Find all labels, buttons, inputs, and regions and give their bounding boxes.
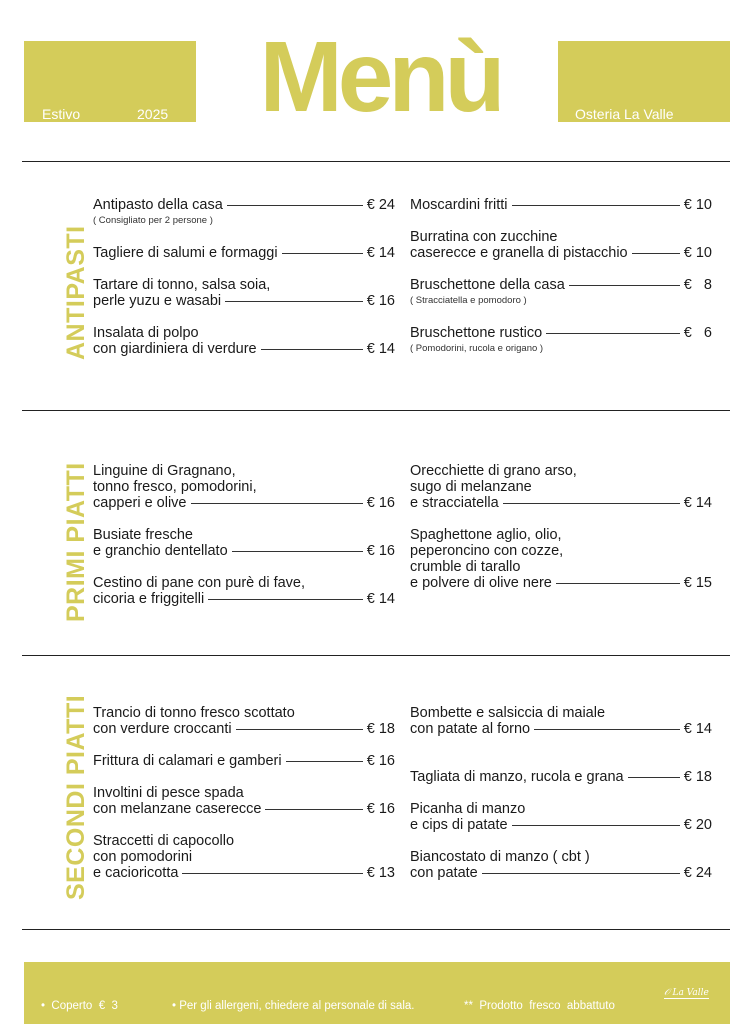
item-name: con pomodorini bbox=[93, 849, 193, 865]
price-leader-line bbox=[286, 761, 363, 762]
price-leader-line bbox=[191, 503, 363, 504]
header-season-block bbox=[24, 41, 196, 122]
item-name: crumble di tarallo bbox=[410, 559, 521, 575]
item-name: Bruschettone rustico bbox=[410, 325, 543, 341]
menu-item bbox=[93, 833, 395, 881]
menu-item bbox=[410, 705, 712, 737]
item-name: Tartare di tonno, salsa soia, bbox=[93, 277, 271, 293]
item-price: € 18 bbox=[366, 721, 395, 737]
item-price: € 16 bbox=[366, 753, 395, 769]
item-price: € 24 bbox=[366, 197, 395, 213]
price-leader-line bbox=[556, 583, 680, 584]
menu-column-left bbox=[93, 463, 395, 623]
item-price: € 16 bbox=[366, 495, 395, 511]
menu-item bbox=[93, 705, 395, 737]
item-name: e polvere di olive nere bbox=[410, 575, 552, 591]
item-name: Straccetti di capocollo bbox=[93, 833, 235, 849]
year-label: 2025 bbox=[137, 106, 169, 122]
price-leader-line bbox=[227, 205, 363, 206]
section-label: SECONDI PIATTI bbox=[62, 694, 90, 900]
item-name: con patate al forno bbox=[410, 721, 531, 737]
item-price: € 20 bbox=[683, 817, 712, 833]
item-note: ( Pomodorini, rucola e origano ) bbox=[410, 343, 544, 354]
menu-item bbox=[410, 849, 712, 881]
item-name: perle yuzu e wasabi bbox=[93, 293, 222, 309]
divider bbox=[22, 161, 730, 162]
header-restaurant-block bbox=[558, 41, 730, 122]
item-price: € 14 bbox=[366, 591, 395, 607]
item-name: Frittura di calamari e gamberi bbox=[93, 753, 282, 769]
menu-item bbox=[93, 527, 395, 559]
menu-item bbox=[410, 277, 712, 309]
menu-item bbox=[410, 801, 712, 833]
item-name: Antipasto della casa bbox=[93, 197, 223, 213]
allergen-note: • Per gli allergeni, chiedere al personale di sala. bbox=[172, 1000, 415, 1012]
signature-logo: 𝒪 La Valle bbox=[664, 988, 709, 998]
price-leader-line bbox=[512, 825, 680, 826]
item-name: Trancio di tonno fresco scottato bbox=[93, 705, 295, 721]
item-name: con melanzane caserecce bbox=[93, 801, 262, 817]
section-label: PRIMI PIATTI bbox=[62, 462, 90, 622]
item-price: € 10 bbox=[683, 197, 712, 213]
menu-column-left bbox=[93, 197, 395, 373]
item-price: € 24 bbox=[683, 865, 712, 881]
item-name: Biancostato di manzo ( cbt ) bbox=[410, 849, 590, 865]
menu-item bbox=[93, 245, 395, 261]
menu-item bbox=[93, 325, 395, 357]
item-price: € 14 bbox=[366, 341, 395, 357]
menu-item bbox=[93, 277, 395, 309]
item-name: Tagliata di manzo, rucola e grana bbox=[410, 769, 624, 785]
menu-item bbox=[410, 527, 712, 591]
restaurant-name: Osteria La Valle bbox=[575, 106, 674, 122]
item-price: € 14 bbox=[683, 495, 712, 511]
price-leader-line bbox=[182, 873, 362, 874]
item-name: Insalata di polpo bbox=[93, 325, 199, 341]
item-name: Moscardini fritti bbox=[410, 197, 508, 213]
menu-item bbox=[410, 229, 712, 261]
season-label: Estivo bbox=[42, 106, 81, 122]
item-name: Spaghettone aglio, olio, bbox=[410, 527, 562, 543]
item-name: Burratina con zucchine bbox=[410, 229, 558, 245]
price-leader-line bbox=[482, 873, 680, 874]
item-name: caserecce e granella di pistacchio bbox=[410, 245, 628, 261]
item-name: e stracciatella bbox=[410, 495, 499, 511]
item-name: Busiate fresche bbox=[93, 527, 193, 543]
price-leader-line bbox=[546, 333, 680, 334]
menu-item bbox=[410, 769, 712, 785]
menu-item bbox=[410, 463, 712, 511]
item-price: € 16 bbox=[366, 293, 395, 309]
item-name: Picanha di manzo bbox=[410, 801, 526, 817]
price-leader-line bbox=[503, 503, 680, 504]
price-leader-line bbox=[632, 253, 680, 254]
item-name: Involtini di pesce spada bbox=[93, 785, 244, 801]
item-price: € 14 bbox=[366, 245, 395, 261]
price-leader-line bbox=[282, 253, 363, 254]
price-leader-line bbox=[261, 349, 363, 350]
item-name: con patate bbox=[410, 865, 478, 881]
price-leader-line bbox=[232, 551, 363, 552]
menu-item bbox=[410, 325, 712, 357]
menu-item bbox=[93, 463, 395, 511]
price-leader-line bbox=[225, 301, 363, 302]
item-price: € 13 bbox=[366, 865, 395, 881]
price-leader-line bbox=[628, 777, 680, 778]
menu-item bbox=[93, 197, 395, 229]
item-name: Tagliere di salumi e formaggi bbox=[93, 245, 278, 261]
footer-bar bbox=[24, 962, 730, 1024]
menu-item bbox=[410, 197, 712, 213]
item-name: Bruschettone della casa bbox=[410, 277, 565, 293]
item-name: tonno fresco, pomodorini, bbox=[93, 479, 257, 495]
item-price: € 6 bbox=[683, 325, 712, 341]
price-leader-line bbox=[512, 205, 680, 206]
price-leader-line bbox=[534, 729, 680, 730]
menu-item bbox=[93, 753, 395, 769]
divider bbox=[22, 410, 730, 411]
item-price: € 15 bbox=[683, 575, 712, 591]
menu-item bbox=[93, 785, 395, 817]
menu-column-right bbox=[410, 463, 712, 607]
price-leader-line bbox=[265, 809, 362, 810]
item-name: Cestino di pane con purè di fave, bbox=[93, 575, 305, 591]
section-label: ANTIPASTI bbox=[62, 225, 90, 360]
item-price: € 14 bbox=[683, 721, 712, 737]
item-note: ( Consigliato per 2 persone ) bbox=[93, 215, 213, 226]
menu-item bbox=[93, 575, 395, 607]
price-leader-line bbox=[208, 599, 363, 600]
item-name: Bombette e salsiccia di maiale bbox=[410, 705, 606, 721]
item-name: e cacioricotta bbox=[93, 865, 179, 881]
item-name: capperi e olive bbox=[93, 495, 187, 511]
item-name: con giardiniera di verdure bbox=[93, 341, 257, 357]
price-leader-line bbox=[569, 285, 680, 286]
menu-column-right bbox=[410, 705, 712, 897]
item-price: € 18 bbox=[683, 769, 712, 785]
divider bbox=[22, 655, 730, 656]
item-price: € 16 bbox=[366, 543, 395, 559]
item-name: e cips di patate bbox=[410, 817, 508, 833]
item-price: € 8 bbox=[683, 277, 712, 293]
item-name: e granchio dentellato bbox=[93, 543, 228, 559]
item-name: cicoria e friggitelli bbox=[93, 591, 205, 607]
menu-column-right bbox=[410, 197, 712, 373]
item-name: Orecchiette di grano arso, bbox=[410, 463, 577, 479]
coperto-note: • Coperto € 3 bbox=[41, 1000, 118, 1012]
item-price: € 16 bbox=[366, 801, 395, 817]
item-name: peperoncino con cozze, bbox=[410, 543, 564, 559]
abbattuto-note: ** Prodotto fresco abbattuto bbox=[464, 1000, 615, 1012]
page-title: Menù bbox=[259, 21, 501, 133]
item-name: con verdure croccanti bbox=[93, 721, 232, 737]
menu-column-left bbox=[93, 705, 395, 897]
item-name: Linguine di Gragnano, bbox=[93, 463, 236, 479]
item-price: € 10 bbox=[683, 245, 712, 261]
item-name: sugo di melanzane bbox=[410, 479, 532, 495]
price-leader-line bbox=[236, 729, 363, 730]
divider bbox=[22, 929, 730, 930]
item-note: ( Stracciatella e pomodoro ) bbox=[410, 295, 527, 306]
